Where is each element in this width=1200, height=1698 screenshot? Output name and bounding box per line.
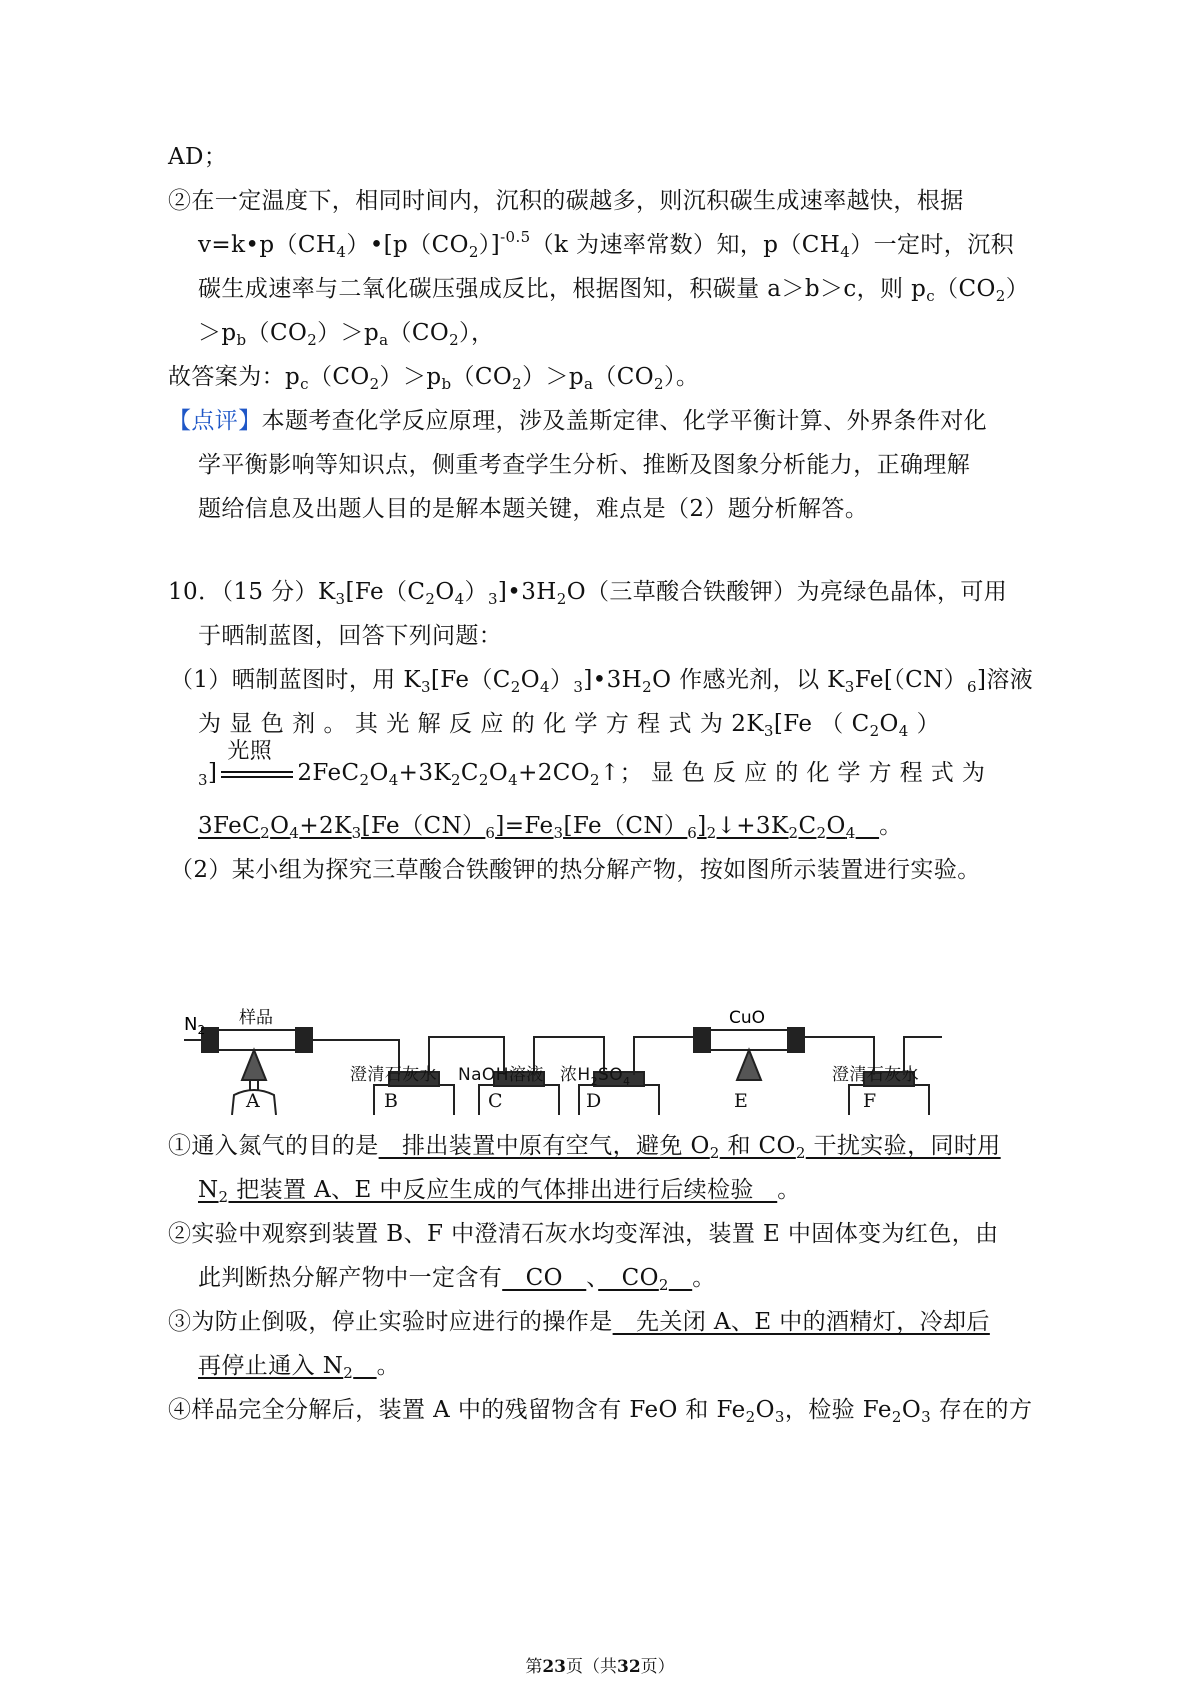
label-b: B [384,1090,399,1112]
label-e: E [734,1090,749,1112]
page-footer: 第23页（共32页） [525,1657,675,1677]
answer-line: $3FeC_2O_4+2K_3[Fe(CN)_6]=Fe_3[Fe(CN)_6]_2↓+3K_2C_2O_4$ 。 [198,813,903,842]
review-line: 学平衡影响等知识点，侧重考查学生分析、推断及图象分析能力，正确理解 [198,452,971,478]
bottle-b-label: 澄清石灰水 [350,1065,437,1085]
solution-line: $>p_b(CO_2)>p_a(CO_2)$， [198,320,495,349]
review-tag: 【点评】 [168,408,262,434]
equation-line: $_3$] 光照 $2FeC_2O_4+3K_2C_2O_4+2CO_2↑$； 显 色 反 应 的 化 学 方 程 式 为 [198,739,986,789]
light-condition-arrow: 光照 [221,759,293,789]
solution-line: ②在一定温度下，相同时间内，沉积的碳越多，则沉积碳生成速率越快，根据 [168,188,964,214]
subquestion-line: 再停止通入 $N_2$ 。 [198,1353,401,1382]
solution-line: 碳生成速率与二氧化碳压强成反比，根据图知，积碳量 a＞b＞c，则 $p_c(CO_2)$ [198,276,1030,305]
question-part: （2）某小组为探究三草酸合铁酸钾的热分解产物，按如图所示装置进行实验。 [170,857,981,883]
apparatus-e [694,1028,804,1080]
subquestion-line: ③为防止倒吸，停止实验时应进行的操作是 先关闭 A、E 中的酒精灯，冷却后 [168,1309,990,1335]
subquestion-line: ①通入氮气的目的是 排出装置中原有空气，避免 $O_2$ 和 $CO_2$ 干扰实验，同时用 [168,1133,1001,1162]
bottle-c-label: NaOH溶液 [458,1065,544,1085]
question-header: 10．（15 分）$K_3[Fe(C_2O_4)_3]•3H_2O$（三草酸合铁酸钾）为亮绿色晶体，可用 [168,579,1008,608]
label-f: F [863,1090,877,1112]
answer-blank: $3FeC_2O_4+2K_3[Fe(CN)_6]=Fe_3[Fe(CN)_6]_2↓+3K_2C_2O_4$ [198,813,856,842]
answer-line: 故答案为：$p_c(CO_2)>p_b(CO_2)>p_a(CO_2)$。 [168,364,700,393]
label-d: D [586,1090,602,1112]
cuo-label: CuO [729,1008,766,1028]
question-header: 于晒制蓝图，回答下列问题： [198,623,503,649]
label-a: A [246,1090,261,1112]
review-line: 【点评】本题考查化学反应原理，涉及盖斯定律、化学平衡计算、外界条件对化 [168,408,988,434]
subquestion-line: 此判断热分解产物中一定含有 CO 、 $CO_2$ 。 [198,1265,716,1294]
question-part: （1）晒制蓝图时，用 $K_3[Fe(C_2O_4)_3]•3H_2O$ 作感光剂，以 $K_3Fe[(CN)_6]$溶液 [170,667,1034,696]
connecting-tube [634,1037,694,1075]
solution-line: $v=k•p(CH_4)•[p(CO_2)]^{-0.5}(k$ 为速率常数）知，$p(CH_4)$一定时，沉积 [198,228,1015,261]
bottle-d-label: 浓$H_2SO_4$ [560,1065,631,1088]
subquestion-line: $N_2$ 把装置 A、E 中反应生成的气体排出进行后续检验 。 [198,1177,801,1206]
review-line: 题给信息及出题人目的是解本题关键，难点是（2）题分析解答。 [198,496,869,522]
n2-label: $N_2$ [184,1014,206,1037]
sample-label: 样品 [239,1008,273,1028]
apparatus-diagram [184,975,944,1115]
subquestion-line: ②实验中观察到装置 B、F 中澄清石灰水均变浑浊，装置 E 中固体变为红色，由 [168,1221,999,1247]
bottle-f-label: 澄清石灰水 [832,1065,919,1085]
label-c: C [488,1090,503,1112]
subquestion-line: ④样品完全分解后，装置 A 中的残留物含有 FeO 和 $Fe_2O_3$，检验 $Fe_2O_3$ 存在的方 [168,1397,1033,1426]
answer-line: AD； [168,144,228,170]
question-part: 为 显 色 剂 。 其 光 解 反 应 的 化 学 方 程 式 为 $2K_3[Fe$ （ $C_2O_4$ ） [198,711,940,740]
